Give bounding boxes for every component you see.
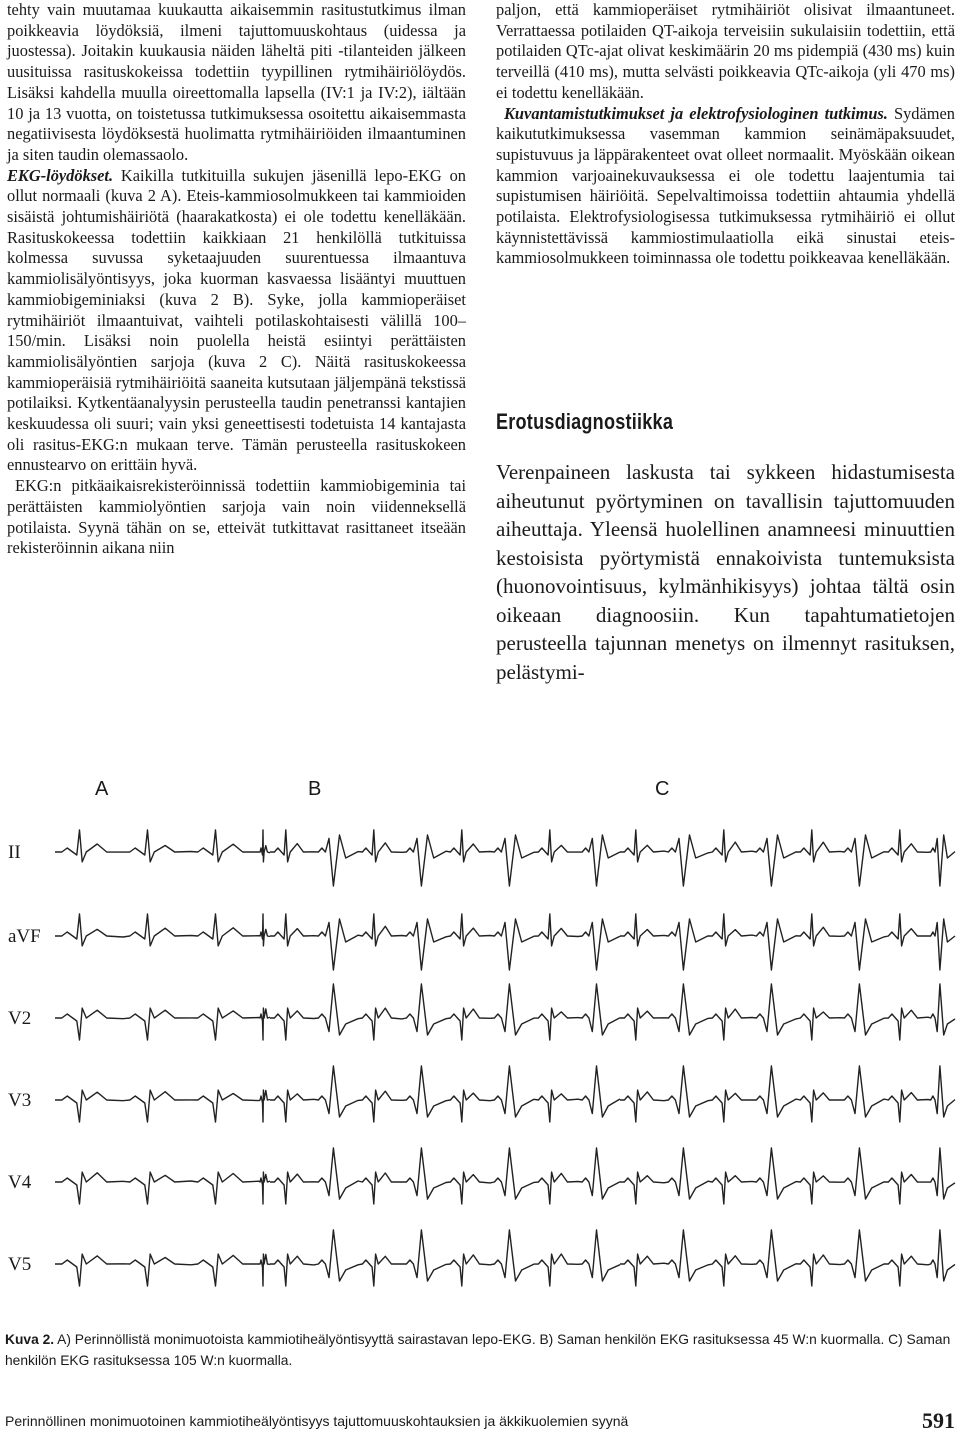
- run-in-heading: Kuvantamistutkimukset ja elektrofysiologinen tutkimus.: [504, 103, 888, 123]
- lead-label-v5: V5: [8, 1254, 32, 1275]
- lead-label-v2: V2: [8, 1008, 32, 1029]
- right-text-column: [496, 0, 955, 269]
- panel-label-a: A: [95, 778, 109, 800]
- lead-label-avf: aVF: [8, 926, 41, 947]
- paragraph-text: Sydämen kaikututkimuksessa vasemman kammion seinämäpaksuudet, supistuvuus ja läppärakenteet ovat olleet normaalit. Myöskään oikean kammion varjoainekuvauksessa ei ole todettu laajentumia tai supistumisen häiriöitä. Sepelvaltimoissa todettiin ahtaumia yhdellä potilaista. Elektrofysiologisessa tutkimuksessa rytmihäiriö ei ollut käynnistettävissä kammiostimulaatiolla eikä sinustai eteis-kammiosolmukkeen toiminnassa ole todettu poikkeavaa kenelläkään.: [496, 103, 955, 268]
- ecg-trace: [270, 830, 620, 886]
- ecg-trace: [270, 914, 620, 970]
- lead-label-v4: V4: [8, 1172, 32, 1193]
- figure-caption: [5, 1329, 955, 1371]
- page-number: 591: [922, 1408, 955, 1433]
- ecg-trace: [55, 830, 270, 862]
- ecg-trace: [270, 1066, 620, 1122]
- caption-label: Kuva 2.: [5, 1332, 55, 1347]
- body-paragraph: paljon, että kammioperäiset rytmihäiriöt olisivat ilmaantuneet. Verrattaessa potilaiden QT-aikoja terveisiin sukulaisiin todettiin, että potilaiden QTc-ajat olivat keskimäärin 20 ms pidempiä (430 ms) kuin terveillä (410 ms), mutta selvästi poikkeavia QTc-aikoja (yli 470 ms) ei todettu kenelläkään.: [496, 0, 955, 102]
- section-heading: Erotusdiagnostiikka: [496, 409, 674, 434]
- page-footer: [5, 1410, 955, 1434]
- ecg-figure: [0, 770, 960, 1315]
- run-in-heading: EKG-löydökset.: [7, 165, 114, 185]
- lead-paragraph: Verenpaineen laskusta tai sykkeen hidastumisesta aiheutunut pyörtyminen on tavallisin tajuttomuuden aiheuttaja. Yleensä huolellinen anamneesi minuuttien kestoisista pyörtymistä ennakoivista tuntemuksista (huonovointisuus, kylmänhikisyys) johtaa tältä osin oikeaan diagnoosiin. Kun tapahtumatietojen perusteella tajunnan menetys on ilmennyt rasituksen, pelästymi-: [496, 460, 955, 684]
- lead-label-v3: V3: [8, 1090, 32, 1111]
- ecg-trace: [620, 1148, 955, 1204]
- ecg-trace: [55, 1254, 270, 1286]
- body-paragraph: [496, 104, 955, 270]
- ecg-trace: [620, 1230, 955, 1286]
- lead-label-ii: II: [8, 842, 21, 863]
- ecg-trace: [620, 830, 955, 886]
- ecg-trace: [620, 914, 955, 970]
- ecg-trace: [620, 984, 955, 1040]
- running-title: Perinnöllinen monimuotoinen kammiotiheälyöntisyys tajuttomuuskohtauksien ja äkkikuolemien syynä: [5, 1413, 629, 1429]
- body-paragraph: tehty vain muutamaa kuukautta aikaisemmin rasitustutkimus ilman poikkeavia löydöksiä, ilmeni tajuttomuuskohtaus (uidessa ja juostessa). Joitakin kuukausia näiden läheltä piti -tilanteiden jälkeen uusituissa rasituskokeissa todettiin tyypillinen rytmihäiriölöydös. Lisäksi kahdella muulla oireettomalla lapsella (IV:1 ja IV:2), iältään 10 ja 13 vuotta, on toistetussa tutkimuksessa osoitettu aikaisemmasta negatiivisesta löydöksestä huolimatta rytmihäiriöiden ilmaantuminen ja siten taudin olemassaolo.: [7, 0, 466, 164]
- panel-label-b: B: [308, 778, 322, 800]
- body-paragraph: EKG:n pitkäaikaisrekisteröinnissä todettiin kammiobigeminia tai perättäisten kammiolyöntien sarjoja vain noin viidenneksellä potilaista. Syynä tähän on se, etteivät tutkittavat rasittaneet itseään rekisteröinnin aikana niin: [7, 476, 466, 558]
- ecg-trace: [270, 984, 620, 1040]
- caption-text: A) Perinnöllistä monimuotoista kammiotiheälyöntisyyttä sairastavan lepo-EKG. B) Saman henkilön EKG rasituksessa 45 W:n kuormalla. C) Saman henkilön EKG rasituksessa 105 W:n kuormalla.: [5, 1332, 951, 1368]
- body-paragraph: [7, 166, 466, 477]
- ecg-trace: [270, 1230, 620, 1286]
- ecg-trace: [55, 1008, 270, 1040]
- ecg-trace: [620, 1066, 955, 1122]
- paragraph-text: Kaikilla tutkituilla sukujen jäsenillä lepo-EKG on ollut normaali (kuva 2 A). Eteis-kammiosolmukkeen tai kammioiden sisäistä johtumishäiriötä (haarakatkosta) ei ole todettu kenelläkään. Rasituskokeessa todettiin kaikkiaan 21 henkilöllä tutkituissa kolmessa suvussa syketaajuuden suurentuessa ilmaantuva kammiolisälyöntisyys, joka kuorman kasvaessa lisääntyi muuttuen kammiobigeminiaksi (kuva 2 B). Syke, jolla kammioperäiset rytmihäiriöt ilmaantuivat, vaihteli potilaskohtaisesti välillä 100–150/min. Lisäksi noin puolella heistä esiintyi perättäisten kammiolisälyöntien sarjoja (kuva 2 C). Näitä rasituskokeessa kammioperäisiä rytmihäiriöitä saaneita kutsutaan jäljempänä tekstissä potilaiksi. Kytkentäanalyysin perusteella taudin penetranssi kantajien keskuudessa oli suuri; vain yksi geneettisesti todetuista 14 kantajasta oli rasitus-EKG:n mukaan terve. Tämän perusteella rasituskokeen ennustearvo on erittäin hyvä.: [7, 165, 466, 475]
- left-text-column: [7, 0, 466, 559]
- ecg-trace: [55, 914, 270, 946]
- panel-label-c: C: [655, 778, 670, 800]
- ecg-trace: [55, 1090, 270, 1122]
- ecg-trace: [55, 1172, 270, 1204]
- ecg-trace: [270, 1148, 620, 1204]
- ecg-traces: [0, 770, 960, 1315]
